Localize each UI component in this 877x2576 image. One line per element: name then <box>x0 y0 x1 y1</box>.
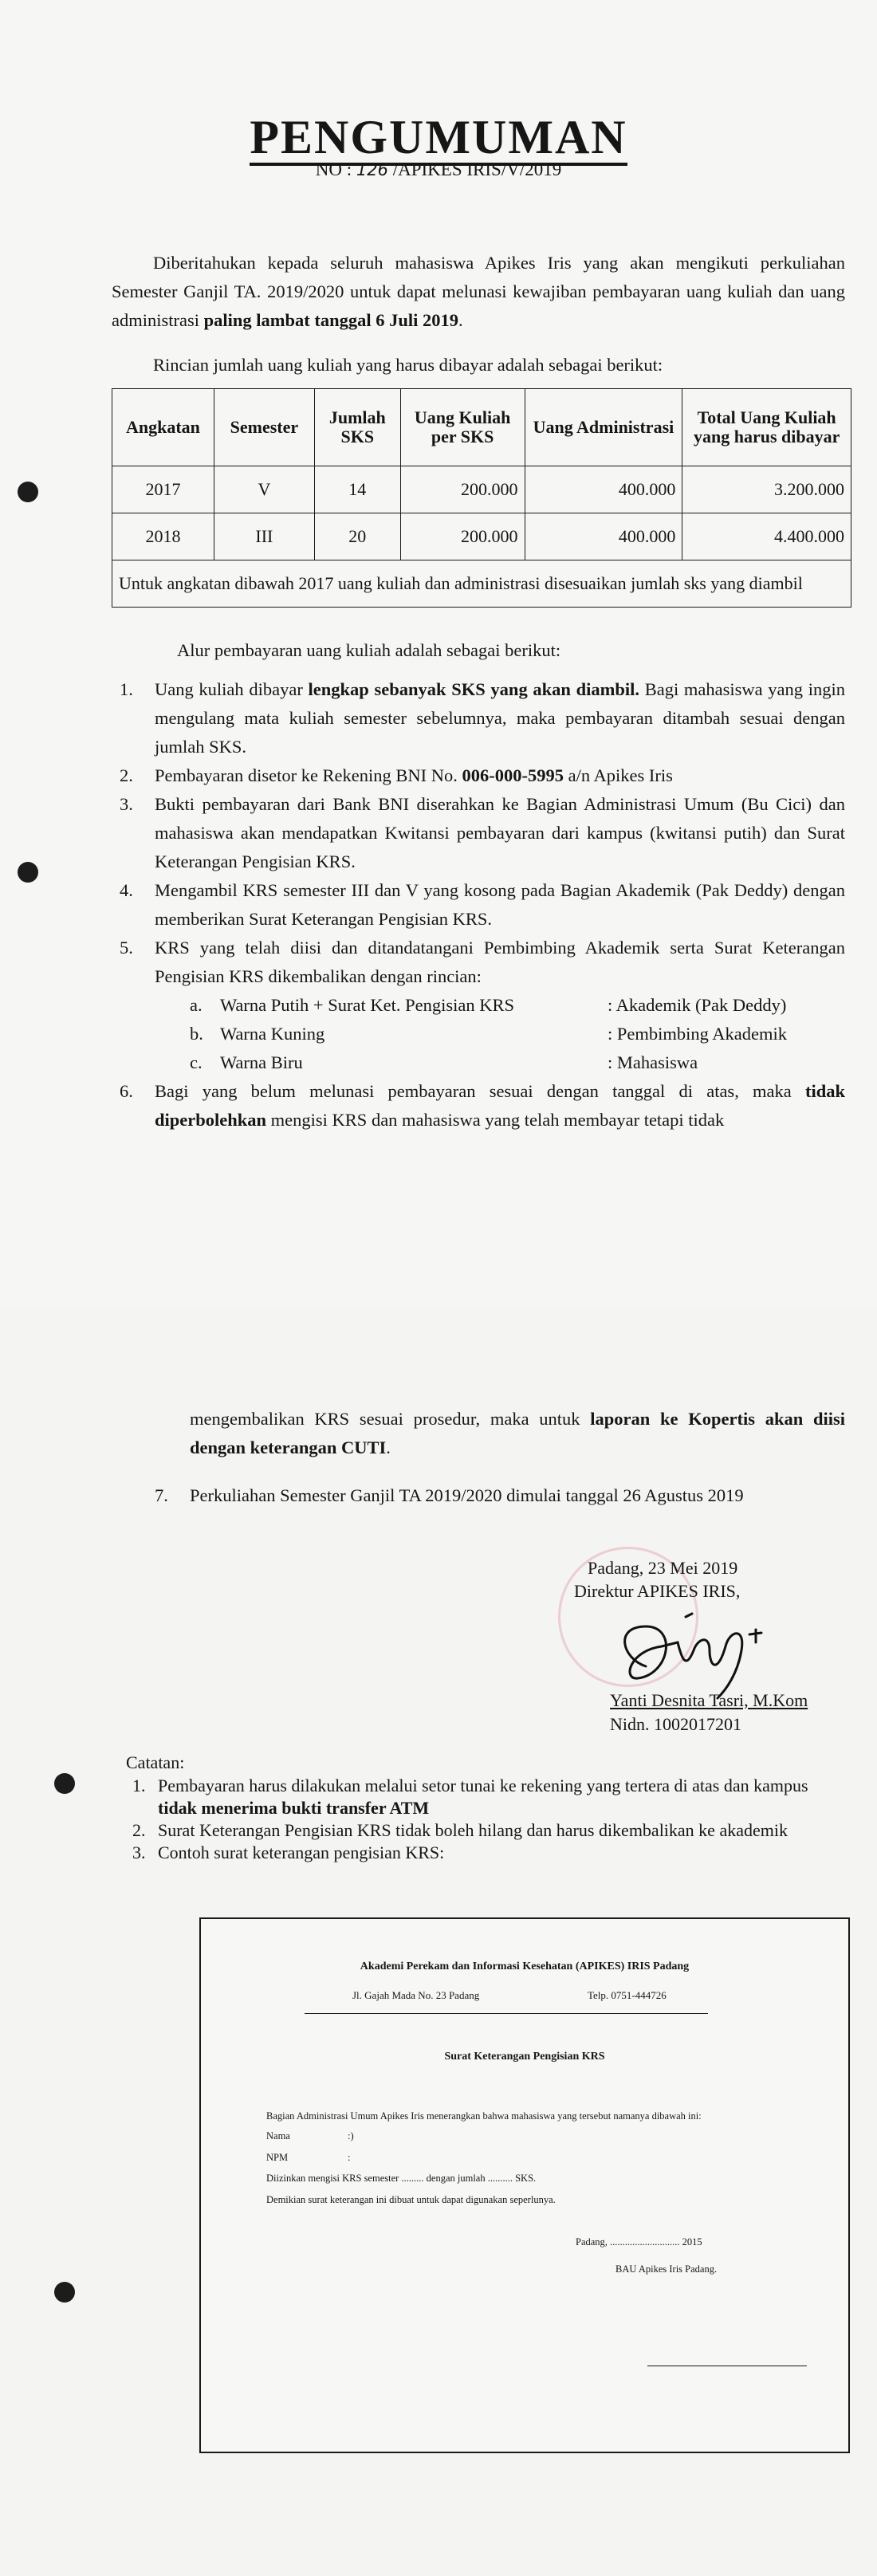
rincian-line: Rincian jumlah uang kuliah yang harus dibayar adalah sebagai berikut: <box>153 355 663 375</box>
color-distribution <box>120 991 845 1077</box>
form-npm-value: : <box>348 2152 351 2163</box>
handwritten-number: 126 <box>356 160 388 179</box>
table-cell: 3.200.000 <box>682 466 851 513</box>
col-header-sks: Jumlah SKS <box>314 389 400 466</box>
notes-title: Catatan: <box>126 1752 185 1772</box>
signer-position: Direktur APIKES IRIS, <box>574 1581 741 1601</box>
list-item: 6. Bagi yang belum melunasi pembayaran sesuai dengan tanggal di atas, maka tidak diperbolehkan mengisi KRS dan mahasiswa yang telah membayar tetapi tidak <box>120 1081 845 1130</box>
payment-steps-cont <box>155 1481 845 1510</box>
color-row: c. Warna Biru : Mahasiswa <box>190 1052 698 1072</box>
form-address: Jl. Gajah Mada No. 23 Padang <box>352 1989 480 2001</box>
table-row <box>112 513 851 560</box>
form-divider <box>305 2013 708 2014</box>
list-item: 2. Surat Keterangan Pengisian KRS tidak boleh hilang dan harus dikembalikan ke akademik <box>132 1820 788 1840</box>
table-cell: 2018 <box>112 513 214 560</box>
table-cell: 200.000 <box>400 513 525 560</box>
table-cell: 14 <box>314 466 400 513</box>
continuation-paragraph: mengembalikan KRS sesuai prosedur, maka untuk laporan ke Kopertis akan diisi dengan keterangan CUTI. <box>190 1409 845 1457</box>
document-number: NO : 126 /APIKES IRIS/V/2019 <box>315 159 562 179</box>
table-cell: 400.000 <box>525 513 682 560</box>
list-item: 1. Uang kuliah dibayar lengkap sebanyak SKS yang akan diambil. Bagi mahasiswa yang ingin mengulang mata kuliah semester sebelumnya, maka pembayaran ditambah sesuai dengan jumlah SKS. <box>120 679 845 757</box>
list-item: 2. Pembayaran disetor ke Rekening BNI No. 006-000-5995 a/n Apikes Iris <box>120 765 673 785</box>
intro-paragraph: Diberitahukan kepada seluruh mahasiswa Apikes Iris yang akan mengikuti perkuliahan Semester Ganjil TA. 2019/2020 untuk dapat melunasi kewajiban pembayaran uang kuliah dan uang administrasi paling lambat tanggal 6 Juli 2019. <box>112 253 845 330</box>
table-cell: V <box>214 466 314 513</box>
col-header-angkatan: Angkatan <box>112 389 214 466</box>
form-statement: Bagian Administrasi Umum Apikes Iris menerangkan bahwa mahasiswa yang tersebut namanya dibawah ini: <box>266 2110 702 2122</box>
form-date-line: Padang, ............................ 2015 <box>576 2236 702 2248</box>
list-item: 7. Perkuliahan Semester Ganjil TA 2019/2020 dimulai tanggal 26 Agustus 2019 <box>155 1485 744 1505</box>
form-title: Surat Keterangan Pengisian KRS <box>444 2051 605 2063</box>
form-npm-label: NPM <box>266 2152 289 2163</box>
form-institution: Akademi Perekam dan Informasi Kesehatan (APIKES) IRIS Padang <box>360 1961 690 1972</box>
punch-hole <box>54 2282 75 2303</box>
table-cell: 20 <box>314 513 400 560</box>
place-date: Padang, 23 Mei 2019 <box>588 1558 738 1578</box>
table-note: Untuk angkatan dibawah 2017 uang kuliah dan administrasi disesuaikan jumlah sks yang diambil <box>112 560 851 608</box>
table-note-row <box>112 560 851 608</box>
col-header-semester: Semester <box>214 389 314 466</box>
fee-table <box>112 388 851 608</box>
signer-nidn: Nidn. 1002017201 <box>610 1714 741 1734</box>
form-closing-line: Demikian surat keterangan ini dibuat untuk dapat digunakan seperlunya. <box>266 2194 556 2205</box>
form-nama-label: Nama <box>266 2130 290 2141</box>
table-header-row <box>112 389 851 466</box>
col-header-total: Total Uang Kuliah yang harus dibayar <box>682 389 851 466</box>
form-nama-value: :) <box>348 2130 354 2141</box>
table-cell: 400.000 <box>525 466 682 513</box>
form-bau: BAU Apikes Iris Padang. <box>615 2263 718 2275</box>
color-row: b. Warna Kuning : Pembimbing Akademik <box>190 1024 787 1044</box>
list-item: 5. KRS yang telah diisi dan ditandatangani Pembimbing Akademik serta Surat Keterangan Pengisian KRS dikembalikan dengan rincian: a. Warna Putih + Surat Ket. Pengisian KRS : Akademik (Pak Deddy) b. Warna Kuning : Pembimbing Akademik c. Warna Biru : Mahasiswa <box>120 934 845 1077</box>
table-row <box>112 466 851 513</box>
col-header-uang-admin: Uang Administrasi <box>525 389 682 466</box>
list-item: 3. Bukti pembayaran dari Bank BNI diserahkan ke Bagian Administrasi Umum (Bu Cici) dan mahasiswa akan mendapatkan Kwitansi pembayaran dari kampus (kwitansi putih) dan Surat Keterangan Pengisian KRS. <box>120 794 845 871</box>
notes-list <box>126 1775 836 1864</box>
page-title: PENGUMUMAN <box>0 110 877 166</box>
sample-krs-form <box>199 1917 850 2453</box>
punch-hole <box>54 1773 75 1794</box>
table-cell: 200.000 <box>400 466 525 513</box>
alur-intro: Alur pembayaran uang kuliah adalah sebagai berikut: <box>177 640 561 660</box>
signer-name: Yanti Desnita Tasri, M.Kom <box>610 1690 808 1710</box>
form-allowed-line: Diizinkan mengisi KRS semester ......... dengan jumlah .......... SKS. <box>266 2173 537 2184</box>
list-item: 1. Pembayaran harus dilakukan melalui setor tunai ke rekening yang tertera di atas dan kampus tidak menerima bukti transfer ATM <box>132 1776 808 1818</box>
form-phone: Telp. 0751-444726 <box>588 1989 667 2001</box>
payment-steps <box>120 675 845 1135</box>
punch-hole <box>18 862 38 883</box>
color-row: a. Warna Putih + Surat Ket. Pengisian KRS : Akademik (Pak Deddy) <box>190 995 787 1015</box>
list-item: 4. Mengambil KRS semester III dan V yang kosong pada Bagian Akademik (Pak Deddy) dengan memberikan Surat Keterangan Pengisian KRS. <box>120 880 845 929</box>
table-cell: III <box>214 513 314 560</box>
table-cell: 4.400.000 <box>682 513 851 560</box>
punch-hole <box>18 482 38 502</box>
list-item: 3. Contoh surat keterangan pengisian KRS: <box>132 1843 445 1862</box>
table-cell: 2017 <box>112 466 214 513</box>
col-header-uang-kuliah: Uang Kuliah per SKS <box>400 389 525 466</box>
